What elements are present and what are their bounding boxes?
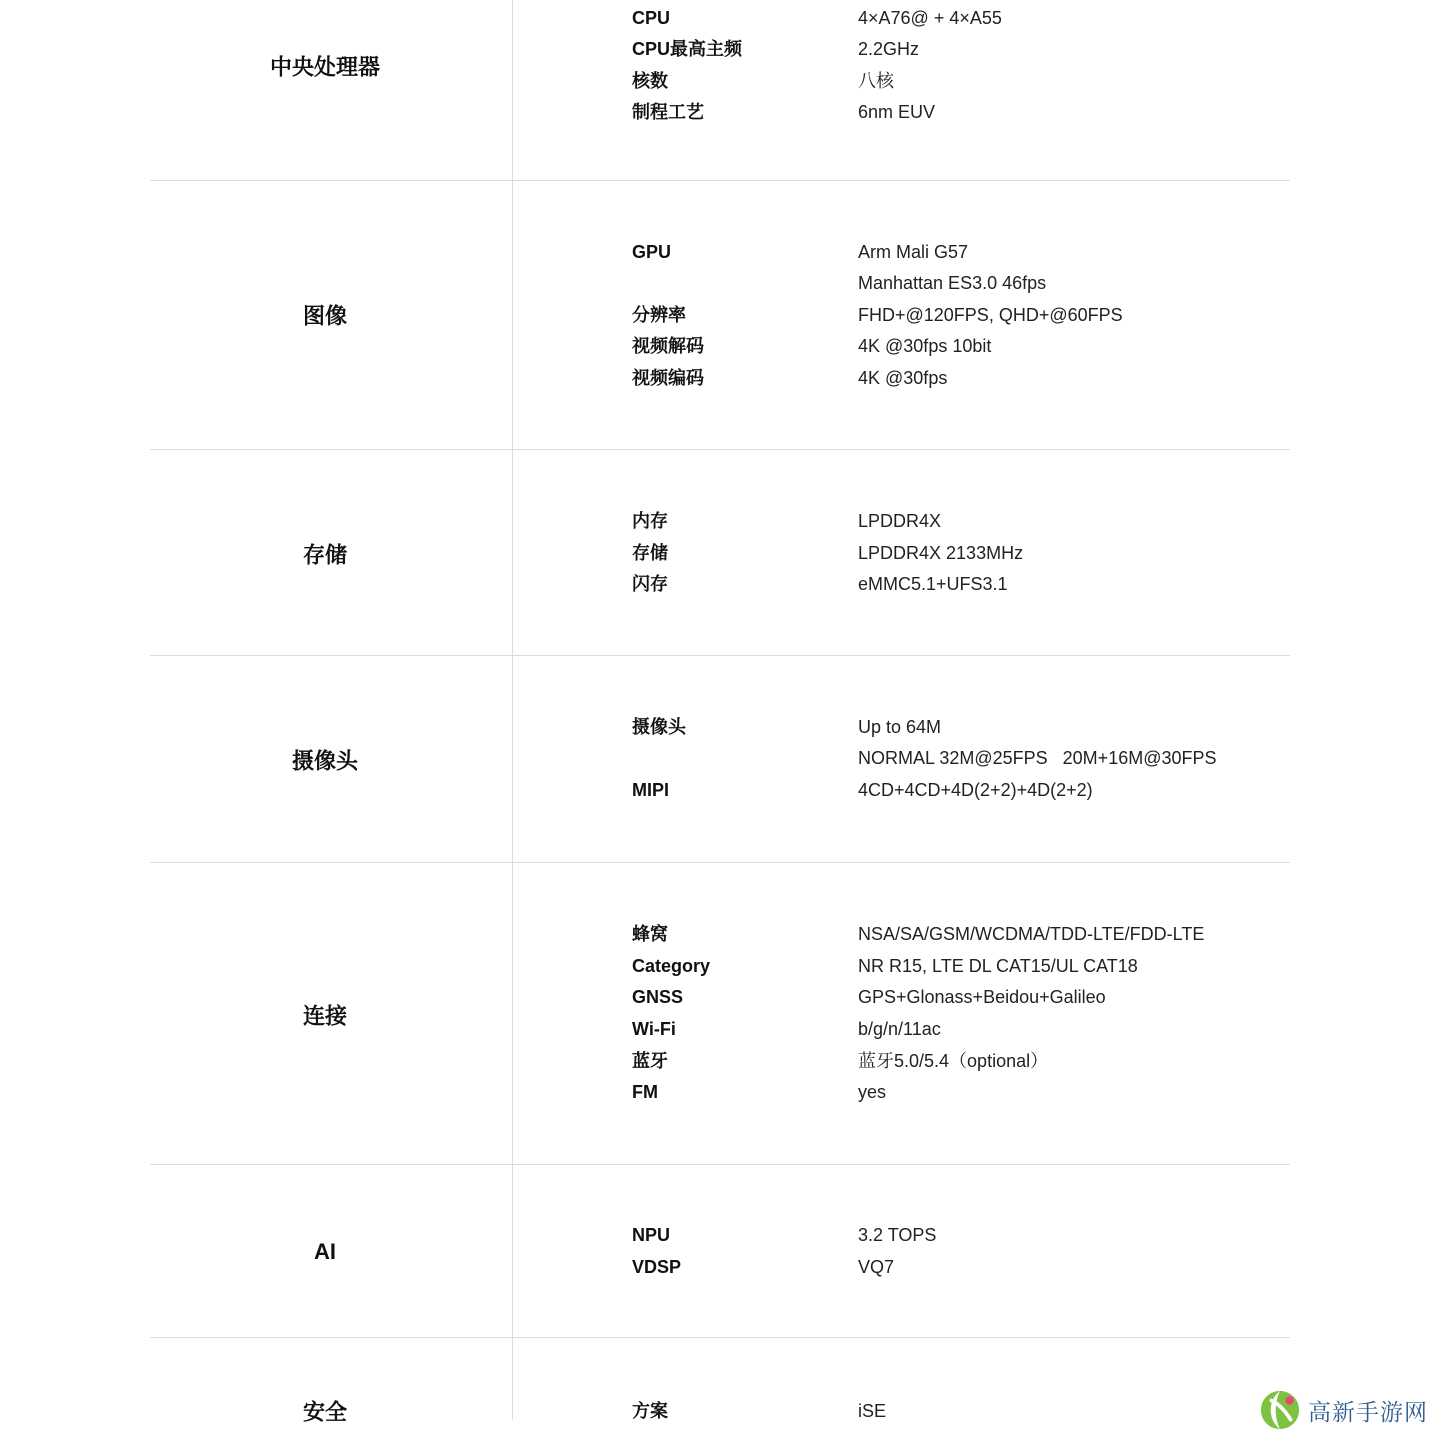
spec-value: 4K @30fps — [858, 368, 948, 388]
spec-value: eMMC5.1+UFS3.1 — [858, 574, 1008, 594]
spec-value: 八核 — [858, 71, 894, 91]
spec-value: VQ7 — [858, 1257, 895, 1277]
spec-key: Wi-Fi — [632, 1019, 676, 1039]
spec-key: 视频解码 — [632, 336, 704, 356]
category-label: 安全 — [302, 1399, 347, 1425]
spec-key: Category — [632, 956, 711, 976]
spec-value: LPDDR4X — [858, 511, 942, 531]
category-cell — [150, 450, 513, 655]
spec-key: 方案 — [632, 1401, 668, 1421]
leaf-logo-icon — [1258, 1386, 1302, 1434]
spec-key: 蜂窝 — [632, 924, 668, 944]
spec-key: CPU最高主频 — [632, 39, 743, 59]
category-cell — [150, 181, 513, 449]
spec-value: Manhattan ES3.0 46fps — [858, 273, 1047, 293]
spec-key: 视频编码 — [632, 368, 704, 388]
spec-value: Up to 64M — [858, 717, 942, 737]
section-connectivity — [150, 863, 1290, 1165]
spec-key: 分辨率 — [632, 305, 686, 325]
category-label: 连接 — [302, 1003, 347, 1029]
category-cell — [150, 1165, 513, 1337]
category-label: 图像 — [302, 303, 347, 329]
watermark-text: 高新手游网 — [1308, 1398, 1428, 1425]
spec-key: 摄像头 — [632, 717, 686, 737]
spec-key: 存储 — [632, 543, 668, 563]
category-cell — [150, 1338, 513, 1425]
category-label: 中央处理器 — [269, 54, 380, 80]
spec-key: 闪存 — [632, 574, 668, 594]
spec-value: 4CD+4CD+4D(2+2)+4D(2+2) — [858, 780, 1093, 800]
spec-value: Arm Mali G57 — [858, 242, 969, 262]
spec-key: GPU — [632, 242, 672, 262]
category-label: 存储 — [302, 542, 347, 568]
spec-key: CPU — [632, 8, 671, 28]
watermark — [1258, 1386, 1428, 1434]
category-label: 摄像头 — [291, 748, 358, 774]
spec-key: NPU — [632, 1225, 671, 1245]
spec-key: 核数 — [632, 71, 668, 91]
spec-value: GPS+Glonass+Beidou+Galileo — [858, 987, 1106, 1007]
category-cell — [150, 0, 513, 180]
category-cell — [150, 656, 513, 862]
spec-key: MIPI — [632, 780, 670, 800]
category-cell — [150, 863, 513, 1164]
spec-value: 2.2GHz — [858, 39, 920, 59]
category-label: AI — [314, 1239, 336, 1264]
spec-table — [150, 0, 1290, 1436]
spec-value: b/g/n/11ac — [858, 1019, 941, 1039]
spec-value: NORMAL 32M@25FPS 20M+16M@30FPS — [858, 748, 1217, 768]
spec-value: 4×A76@ + 4×A55 — [858, 8, 1002, 28]
spec-value: LPDDR4X 2133MHz — [858, 543, 1024, 563]
spec-key: 制程工艺 — [632, 102, 704, 122]
spec-value: NR R15, LTE DL CAT15/UL CAT18 — [858, 956, 1138, 976]
spec-value: 4K @30fps 10bit — [858, 336, 992, 356]
spec-value: NSA/SA/GSM/WCDMA/TDD-LTE/FDD-LTE — [858, 924, 1205, 944]
section-cpu — [150, 0, 1290, 181]
section-storage — [150, 450, 1290, 656]
spec-key: 蓝牙 — [632, 1051, 668, 1071]
spec-key: FM — [632, 1082, 658, 1102]
spec-key: VDSP — [632, 1257, 682, 1277]
spec-value: 蓝牙5.0/5.4（optional） — [858, 1051, 1049, 1071]
spec-value: iSE — [858, 1401, 887, 1421]
section-camera — [150, 656, 1290, 863]
section-ai — [150, 1165, 1290, 1338]
section-graphics — [150, 181, 1290, 450]
spec-value: FHD+@120FPS, QHD+@60FPS — [858, 305, 1123, 325]
spec-key: 内存 — [632, 511, 668, 531]
section-security — [150, 1338, 1290, 1425]
spec-value: 3.2 TOPS — [858, 1225, 937, 1245]
spec-key: GNSS — [632, 987, 684, 1007]
spec-value: yes — [858, 1082, 887, 1102]
spec-value: 6nm EUV — [858, 102, 936, 122]
